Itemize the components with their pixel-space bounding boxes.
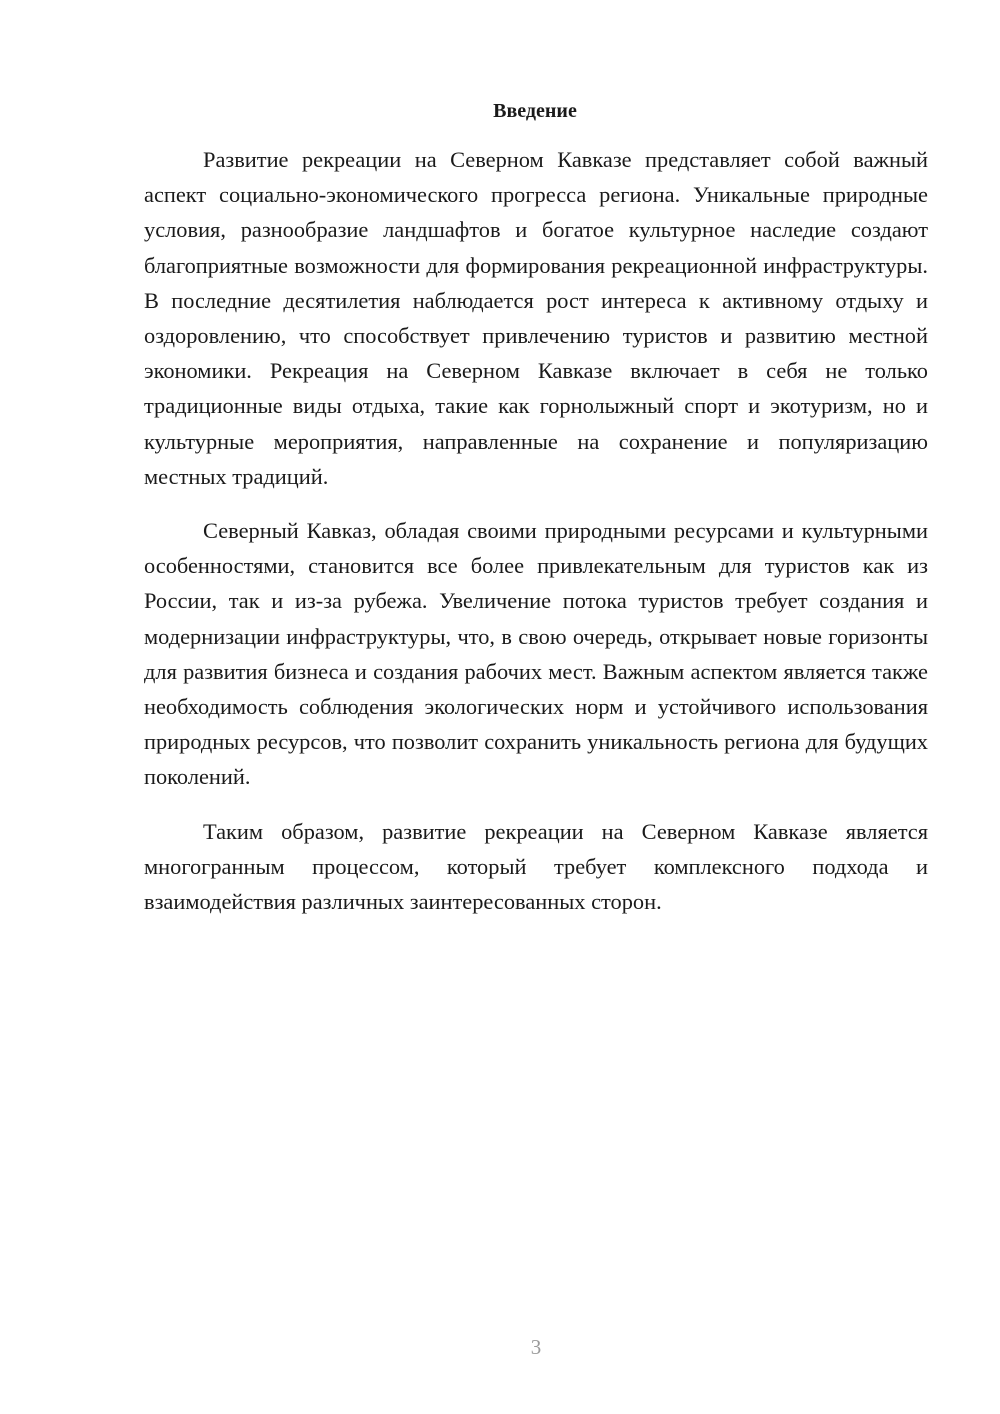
section-title: Введение (493, 100, 577, 122)
page-number: 3 (530, 1335, 542, 1359)
paragraph-3: Таким образом, развитие рекреации на Северном Кавказе является многогранным процессом, который требует комплексного подхода и взаимодействия различных заинтересованных сторон. (144, 818, 928, 915)
document-body (144, 142, 928, 938)
paragraph-2: Северный Кавказ, обладая своими природными ресурсами и культурными особенностями, становится все более привлекательным для туристов как из России, так и из-за рубежа. Увеличение потока туристов требует создания и модернизации инфраструктуры, что, в свою очередь, открывает новые горизонты для развития бизнеса и создания рабочих мест. Важным аспектом является также необходимость соблюдения экологических норм и устойчивого использования природных ресурсов, что позволит сохранить уникальность региона для будущих поколений. (144, 518, 928, 790)
paragraph-1: Развитие рекреации на Северном Кавказе представляет собой важный аспект социально-экономического прогресса региона. Уникальные природные условия, разнообразие ландшафтов и богатое культурное наследие создают благоприятные возможности для формирования рекреационной инфраструктуры. В последние десятилетия наблюдается рост интереса к активному отдыху и оздоровлению, что способствует привлечению туристов и развитию местной экономики. Рекреация на Северном Кавказе включает в себя не только традиционные виды отдыха, такие как горнолыжный спорт и экотуризм, но и культурные мероприятия, направленные на сохранение и популяризацию местных традиций. (144, 147, 928, 489)
